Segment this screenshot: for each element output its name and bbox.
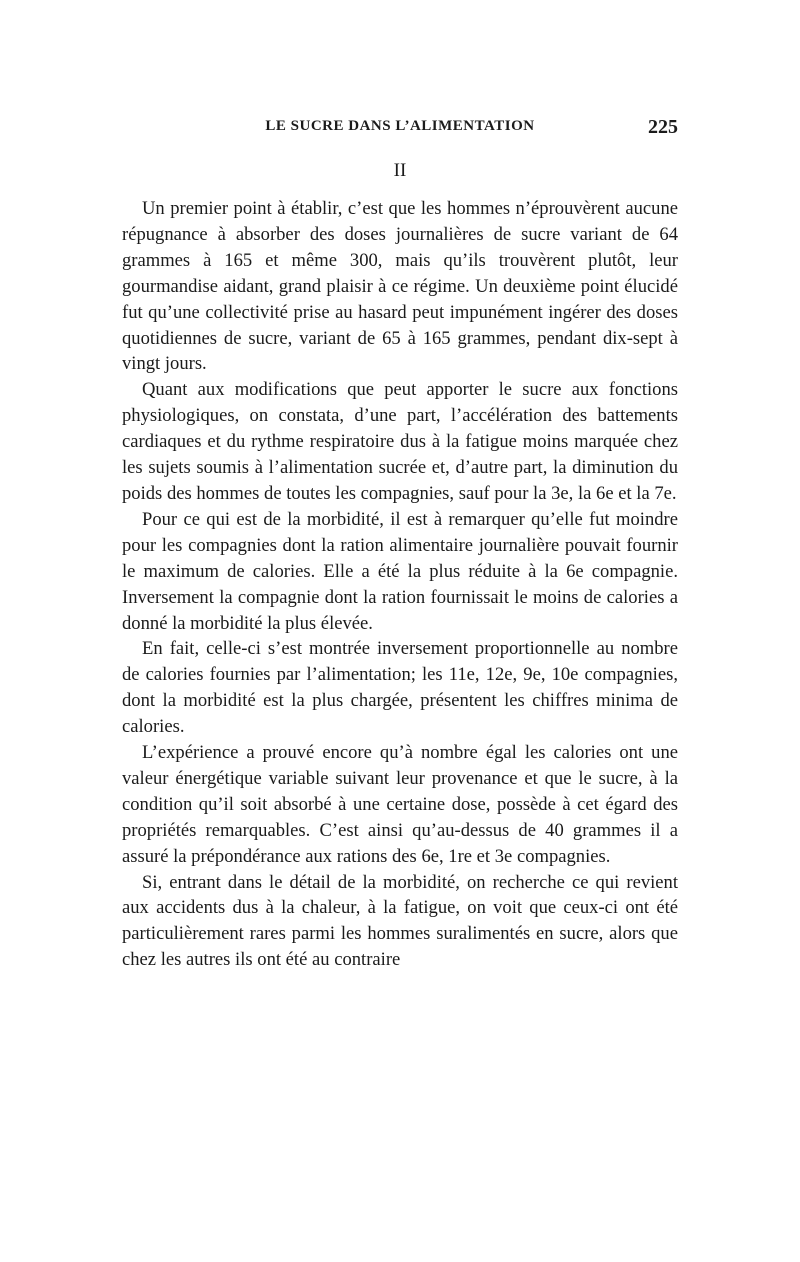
paragraph-6: Si, entrant dans le détail de la morbidité, on recherche ce qui revient aux accidents dus à la chaleur, à la fatigue, on voit que ceux-ci ont été particulièrement rares parmi les hommes suralimentés en sucre, alors que chez les autres ils ont été au contraire <box>122 871 678 971</box>
paragraph-1: Un premier point à établir, c’est que les hommes n’éprouvèrent aucune répugnance à absorber des doses journalières de sucre variant de 64 grammes à 165 et même 300, mais qu’ils trouvèrent plutôt, leur gourmandise aidant, grand plaisir à ce régime. Un deuxième point élucidé fut qu’une collectivité prise au hasard peut impunément ingérer des doses quotidiennes de sucre, variant de 65 à 165 grammes, pendant dix-sept à vingt jours. <box>122 198 678 375</box>
page-number: 225 <box>648 116 678 138</box>
section-numeral: II <box>393 160 407 181</box>
paragraph-3: Pour ce qui est de la morbidité, il est à remarquer qu’elle fut moindre pour les compagnies dont la ration alimentaire journalière pouvait fournir le maximum de calories. Elle a été la plus réduite à la 6e compagnie. Inversement la compagnie dont la ration fournissait le moins de calories a donné la morbidité la plus élevée. <box>122 508 678 634</box>
paragraph-5: L’expérience a prouvé encore qu’à nombre égal les calories ont une valeur énergétique variable suivant leur provenance et que le sucre, à la condition qu’il soit absorbé à une certaine dose, possède à cet égard des propriétés remarquables. C’est ainsi qu’au-dessus de 40 grammes il a assuré la prépondérance aux rations des 6e, 1re et 3e compagnies. <box>122 742 678 867</box>
running-head <box>122 118 678 142</box>
paragraph-2: Quant aux modifications que peut apporter le sucre aux fonctions physiologiques, on constata, d’une part, l’accélération des battements cardiaques et du rythme respiratoire dus à la fatigue moins marquée chez les sujets soumis à l’alimentation sucrée et, d’autre part, la diminution du poids des hommes de toutes les compagnies, sauf pour la 3e, la 6e et la 7e. <box>122 379 678 504</box>
body-text <box>122 196 678 973</box>
paragraph-4: En fait, celle-ci s’est montrée inversement proportionnelle au nombre de calories fournies par l’alimentation; les 11e, 12e, 9e, 10e compagnies, dont la morbidité est la plus chargée, présentent les chiffres minima de calories. <box>122 638 678 738</box>
running-title: LE SUCRE DANS L’ALIMENTATION <box>265 118 535 134</box>
